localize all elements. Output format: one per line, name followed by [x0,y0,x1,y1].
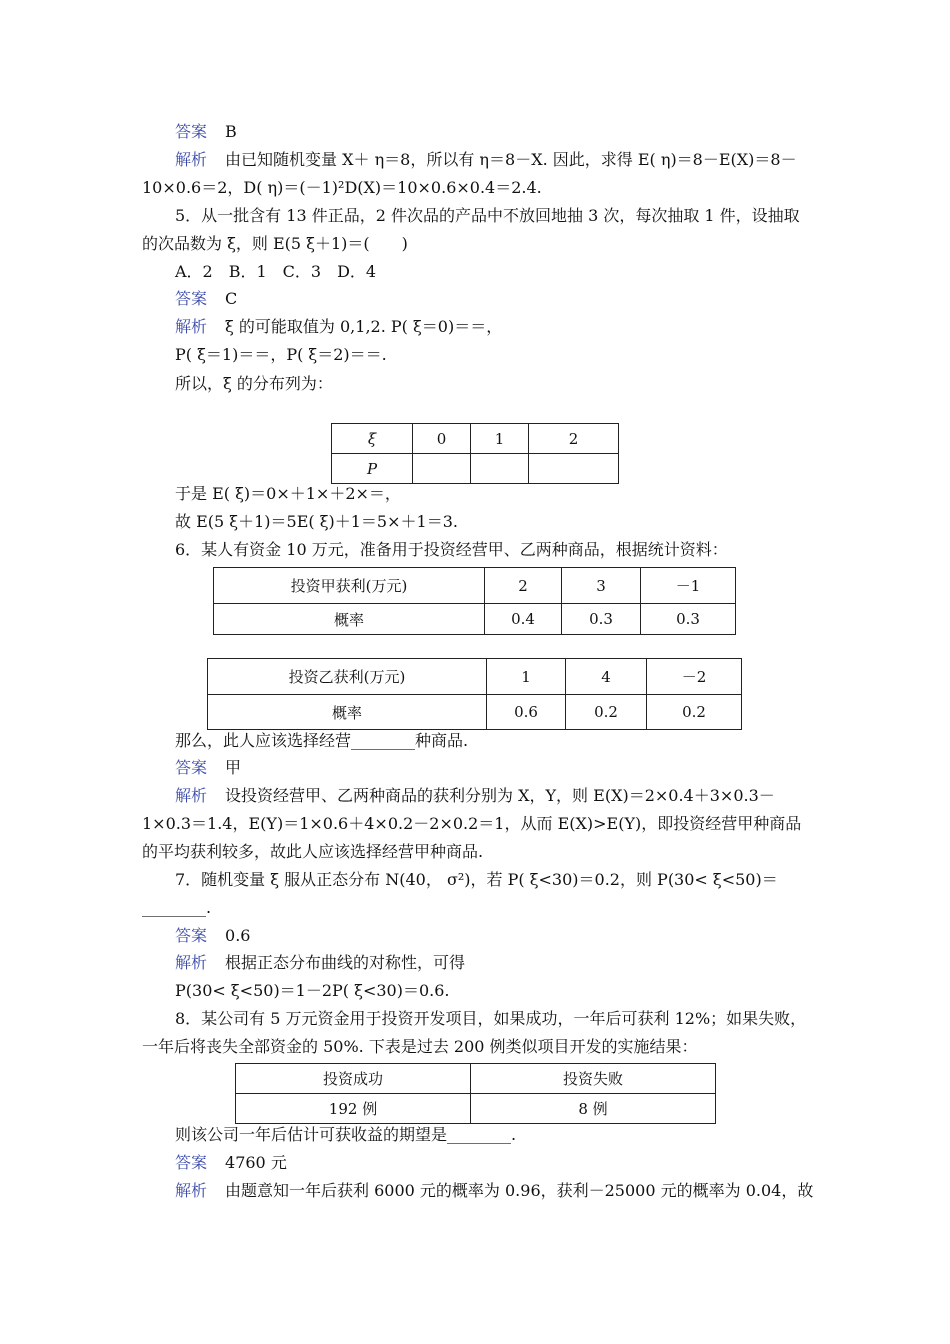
q7-answer-line [175,925,250,947]
analysis-tag: 解析 [175,150,208,169]
q7-stem-1: 7．随机变量 ξ 服从正态分布 N(40， σ²)，若 P( ξ<30)＝0.2，则 P(30< ξ<50)＝ [175,870,778,889]
q6-analysis-2: 1×0.3＝1.4，E(Y)＝1×0.6＋4×0.2－2×0.2＝1，从而 E(X)>E(Y)，即投资经营甲种商品 [142,814,802,833]
q8-table [235,1063,716,1124]
table-cell: P [332,454,413,484]
q6-answer-line [175,757,241,779]
table-cell: 投资甲获利(万元) [214,568,485,604]
q4-analysis-1: 由已知随机变量 X＋ η＝8，所以有 η＝8－X. 因此，求得 E( η)＝8－E(X)＝8－ [225,150,797,169]
analysis-tag: 解析 [175,1181,208,1200]
q8-stem-1: 8．某公司有 5 万元资金用于投资开发项目，如果成功，一年后可获利 12%；如果失败， [175,1009,807,1028]
table-cell: 3 [562,568,641,604]
q4-analysis-2: 10×0.6＝2，D( η)＝(－1)²D(X)＝10×0.6×0.4＝2.4. [142,178,542,197]
table-cell: 4 [566,659,647,695]
table-cell: 2 [485,568,562,604]
answer-tag: 答案 [175,926,208,945]
q6-analysis-3: 的平均获利较多，故此人应该选择经营甲种商品. [142,842,484,861]
q5-analysis-2: P( ξ＝1)＝＝，P( ξ＝2)＝＝. [175,345,387,364]
table-cell [471,454,529,484]
q5-options: A．2 B．1 C．3 D．4 [175,262,377,281]
q5-distribution-table [331,423,619,484]
q6-answer: 甲 [225,758,242,777]
table-cell: 0.3 [641,604,736,635]
q7-analysis-line [175,952,465,974]
q8-answer: 4760 元 [225,1153,287,1172]
analysis-tag: 解析 [175,786,208,805]
q5-stem-1: 5．从一批含有 13 件正品，2 件次品的产品中不放回地抽 3 次，每次抽取 1 件，设抽取 [175,206,800,225]
table-cell: 0.3 [562,604,641,635]
answer-tag: 答案 [175,758,208,777]
q5-analysis-5: 故 E(5 ξ＋1)＝5E( ξ)＋1＝5×＋1＝3. [175,512,458,531]
q7-answer: 0.6 [225,926,251,945]
table-cell [529,454,619,484]
q8-question: 则该公司一年后估计可获收益的期望是________. [175,1125,517,1144]
table-cell: －2 [647,659,742,695]
table-cell: 投资乙获利(万元) [208,659,487,695]
answer-tag: 答案 [175,122,208,141]
q4-answer-line [175,121,237,143]
q5-analysis-line [175,316,502,338]
q5-analysis-1: ξ 的可能取值为 0,1,2. P( ξ＝0)＝＝， [225,317,503,336]
table-cell: ξ [332,424,413,454]
q5-analysis-4: 于是 E( ξ)＝0×＋1×＋2×＝， [175,484,401,503]
q8-analysis-1: 由题意知一年后获利 6000 元的概率为 0.96，获利－25000 元的概率为 0.04，故 [225,1181,814,1200]
q7-stem-2: ________. [142,898,212,917]
table-cell: 192 例 [236,1094,471,1124]
q6-analysis-1: 设投资经营甲、乙两种商品的获利分别为 X，Y，则 E(X)＝2×0.4＋3×0.3－ [225,786,775,805]
q8-answer-line [175,1152,287,1174]
table-cell: 0 [413,424,471,454]
table-cell [413,454,471,484]
table-cell: 概率 [208,695,487,730]
q5-analysis-3: 所以，ξ 的分布列为： [175,374,333,393]
analysis-tag: 解析 [175,953,208,972]
table-cell: 投资成功 [236,1064,471,1094]
q7-analysis-2: P(30< ξ<50)＝1－2P( ξ<30)＝0.6. [175,981,450,1000]
table-cell: 1 [487,659,566,695]
q4-answer: B [225,122,237,141]
q8-analysis-line [175,1180,813,1202]
q4-analysis-line [175,149,797,171]
table-cell: 0.2 [566,695,647,730]
table-cell: 8 例 [471,1094,716,1124]
q6-table-a [213,567,736,635]
q6-analysis-line [175,785,775,807]
analysis-tag: 解析 [175,317,208,336]
table-cell: 投资失败 [471,1064,716,1094]
table-cell: 概率 [214,604,485,635]
table-cell: 0.2 [647,695,742,730]
answer-tag: 答案 [175,1153,208,1172]
table-cell: －1 [641,568,736,604]
q5-answer: C [225,289,238,308]
q8-stem-2: 一年后将丧失全部资金的 50%. 下表是过去 200 例类似项目开发的实施结果： [142,1037,698,1056]
answer-tag: 答案 [175,289,208,308]
table-cell: 0.4 [485,604,562,635]
table-cell: 1 [471,424,529,454]
q6-stem: 6．某人有资金 10 万元，准备用于投资经营甲、乙两种商品，根据统计资料： [175,540,728,559]
q6-question: 那么，此人应该选择经营________种商品. [175,731,469,750]
q7-analysis-1: 根据正态分布曲线的对称性，可得 [225,953,466,972]
table-cell: 2 [529,424,619,454]
table-cell: 0.6 [487,695,566,730]
q5-stem-2: 的次品数为 ξ，则 E(5 ξ＋1)＝( ) [142,234,408,253]
q6-table-b [207,658,742,730]
q5-answer-line [175,288,237,310]
